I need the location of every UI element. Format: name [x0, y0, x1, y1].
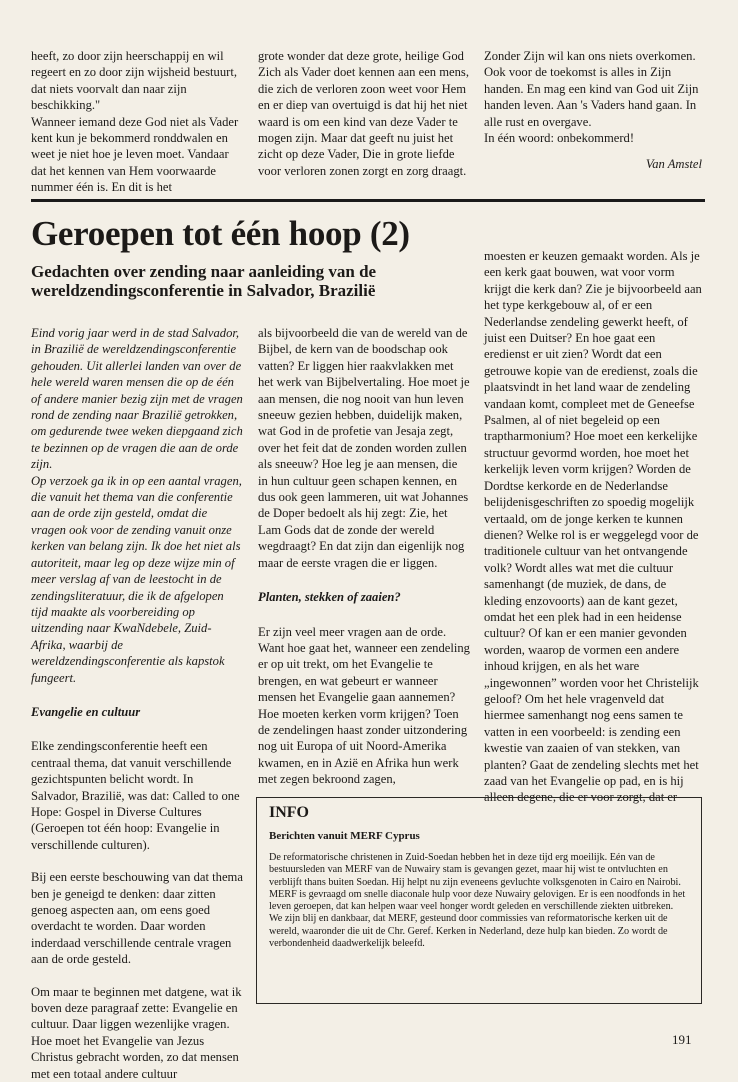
- section-divider: [31, 199, 705, 202]
- article-column-3: [484, 248, 702, 806]
- paragraph: grote wonder dat deze grote, heilige God Zich als Vader doet kennen aan een mens, die zich de verloren zoon weet voor Hem en er diep van overtuigd is dat hij het niet waard is om een kind van deze Vader te mogen zijn. Maar dat geeft nu juist het zicht op deze Vader, Die in grote liefde voor verloren zonen zorgt en zorg draagt.: [258, 49, 469, 178]
- paragraph: Zonder Zijn wil kan ons niets overkomen.: [484, 49, 696, 63]
- paragraph: Er zijn veel meer vragen aan de orde. Want hoe gaat het, wanneer een zendeling er op uit trekt, om het Evangelie te brengen, en wat gebeurt er wanneer mensen het Evangelie gaan aannemen? Hoe moeten kerken vorm krijgen? Toen de zendelingen haast zonder uitzondering nog uit Europa of uit Noord-Amerika kwamen, en in Azië en Afrika hun werk met zegen bekroond zagen,: [258, 624, 470, 787]
- paragraph: Wanneer iemand deze God niet als Vader kent kun je bekommerd ronddwalen en weet je niet hoe je leven moet. Vandaar dat het kennen van Hem voorwaarde nummer één is. En dit is het: [31, 114, 239, 195]
- paragraph: Elke zendingsconferentie heeft een centraal thema, dat vanuit verschillende gezichtspunten belicht wordt. In Salvador, Brazilië, was dat: Called to one Hope: Gospel in Diverse Cultures (Geroepen tot één hoop: Evangelie in verschillende culturen).: [31, 739, 240, 852]
- paragraph: Ook voor de toekomst is alles in Zijn handen. En mag een kind van God uit Zijn handen leven. Aan 's Vaders hand gaan. In alle rust en overgave.: [484, 65, 699, 129]
- article-title: Geroepen tot één hoop (2): [31, 214, 410, 253]
- info-box: [256, 797, 702, 1004]
- paragraph: als bijvoorbeeld die van de wereld van de Bijbel, de kern van de boodschap ook vatten? Er liggen hier raakvlakken met het werk van Bijbelvertaling. Hoe moet je aan mensen, die nog nooit van hun leven sneeuw gezien hebben, duidelijk maken, wat God in de profetie van Jesaja zegt, over het feit dat de zonden worden zullen als sneeuw? Hoe leg je aan mensen, die in hun cultuur geen schapen kennen, en dus ook geen lammeren, uit wat Johannes de Doper bedoelt als hij zegt: Zie, het Lam Gods dat de zonde der wereld wegdraagt? En dat zijn dan eigenlijk nog maar de eerste vragen die er liggen.: [258, 326, 470, 570]
- info-paragraph: MERF is gevraagd om snelle diaconale hulp voor deze Nuwairy gelovigen. Er is een noodfonds in het leven geroepen, dat kan helpen waar veel honger wordt geleden en verschillende ziekten uitbreken.: [269, 888, 686, 913]
- author-signature: Van Amstel: [645, 157, 702, 172]
- article-subtitle: Gedachten over zending naar aanleiding van de wereldzendingsconferentie in Salvador, Brazilië: [31, 262, 377, 300]
- section-heading-evangelie-en-cultuur: Evangelie en cultuur: [31, 704, 141, 719]
- previous-article-column-2: [258, 48, 470, 179]
- previous-article-column-3: [484, 48, 702, 173]
- info-box-title: INFO: [269, 804, 309, 821]
- article-intro: Eind vorig jaar werd in de stad Salvador, in Brazilië de wereldzendingsconferentie gehouden. Uit allerlei landen van over de hele wereld waren mensen die op de één of andere manier bezig zijn met de vragen rond de zending naar Brazilië getrokken, om gedurende twee weken diepgaand zich te bezinnen op de vragen die aan de orde zijn.: [31, 326, 243, 472]
- paragraph: In één woord: onbekommerd!: [484, 131, 635, 146]
- previous-article-column-1: [31, 48, 243, 196]
- section-heading-planten-stekken: Planten, stekken of zaaien?: [258, 590, 401, 605]
- paragraph: Bij een eerste beschouwing van dat thema ben je geneigd te denken: daar zitten genoeg aspecten aan, om eens goed overdacht te worden. Daar worden inderdaad verschillende centrale vragen aan de orde gesteld.: [31, 870, 243, 967]
- article-intro-continued: Op verzoek ga ik in op een aantal vragen, die vanuit het thema van die conferentie aan de orde zijn gesteld, omdat die vragen ook voor de zending vanuit onze kerken van belang zijn. Ik doe het niet als autoriteit, maar leg op deze wijze min of meer verslag af van de leestocht in de zendingsliteratuur, die ik de afgelopen tijd maakte als voorbereiding op uitzending naar KwaNdebele, Zuid-Afrika, waarbij de wereldzendingsconferentie als kapstok fungeert.: [31, 473, 242, 685]
- page-number: 191: [672, 1032, 692, 1047]
- paragraph: heeft, zo door zijn heerschappij en wil regeert en zo door zijn wijsheid bestuurt, dat niets voorvalt dan naar zijn beschikking.": [31, 49, 237, 113]
- article-column-1: [31, 325, 243, 1082]
- paragraph: Om maar te beginnen met datgene, wat ik boven deze paragraaf zette: Evangelie en cultuur. Daar liggen wezenlijke vragen. Hoe moet het Evangelie van Jezus Christus gebracht worden, zo dat mensen met een totaal andere cultuur: [31, 984, 242, 1081]
- info-paragraph: We zijn blij en dankbaar, dat MERF, gesteund door commissies van reformatorische kerken uit de wereld, waaronder die uit de Chr. Geref. Kerken in Nederland, deze hulp kan bieden. Zo wordt de verbondenheid daadwerkelijk beleefd.: [269, 913, 668, 950]
- info-paragraph: De reformatorische christenen in Zuid-Soedan hebben het in deze tijd erg moeilijk. Eén van de bestuursleden van MERF van de Nuwairy stam is gevangen gezet, maar hij wist te ontvluchten en verblijft thans buiten Soedan. Hij helpt nu zijn eveneens gevluchte volksgenoten in Cairo en Nairobi.: [269, 852, 681, 888]
- article-column-2: [258, 325, 470, 788]
- info-box-subtitle: Berichten vanuit MERF Cyprus: [269, 830, 420, 842]
- paragraph: moesten er keuzen gemaakt worden. Als je een kerk gaat bouwen, wat voor vorm krijgt die kerk dan? Zie je bijvoorbeeld aan het type kerkgebouw al, of er een Nederlandse zendeling gewerkt heeft, of juist een Duitser? En hoe gaat een eredienst er uit zien? Wordt dat een getrouwe kopie van de eredienst, zoals die plaatsvindt in het land waar de zendeling vandaan komt, compleet met de Geneefse Psalmen, al of niet begeleid op een traptharmonium? Hoe moet een kerkelijke structuur gevormd worden, hoe moet het kerkelijk leven vorm krijgen? Worden de Dordtse kerkorde en de Nederlandse belijdenisgeschriften zo spoedig mogelijk vertaald, om de jonge kerken te kunnen dienen? Welke rol is er weggelegd voor de traditionele cultuur van het ontvangende volk? Wordt alles wat met die cultuur samenhangt (de muziek, de dans, de kleding enzovoorts) aan de kant gezet, omdat het een plek had in een heidense cultuur? Of kan er een manier gevonden worden, waarop de vormen een andere inhoud krijgen, en als het ware „ingewonnen” worden voor het Christelijk geloof? Om het hele vragenveld dat hiermee samenhangt nog eens samen te vatten in een voorbeeld: is zending een kwestie van zaaien of van stekken, van planten? Gaat de zendeling slechts met het zaad van het Evangelie op pad, en is hij alleen degene, die er voor zorgt, dat er: [484, 249, 702, 805]
